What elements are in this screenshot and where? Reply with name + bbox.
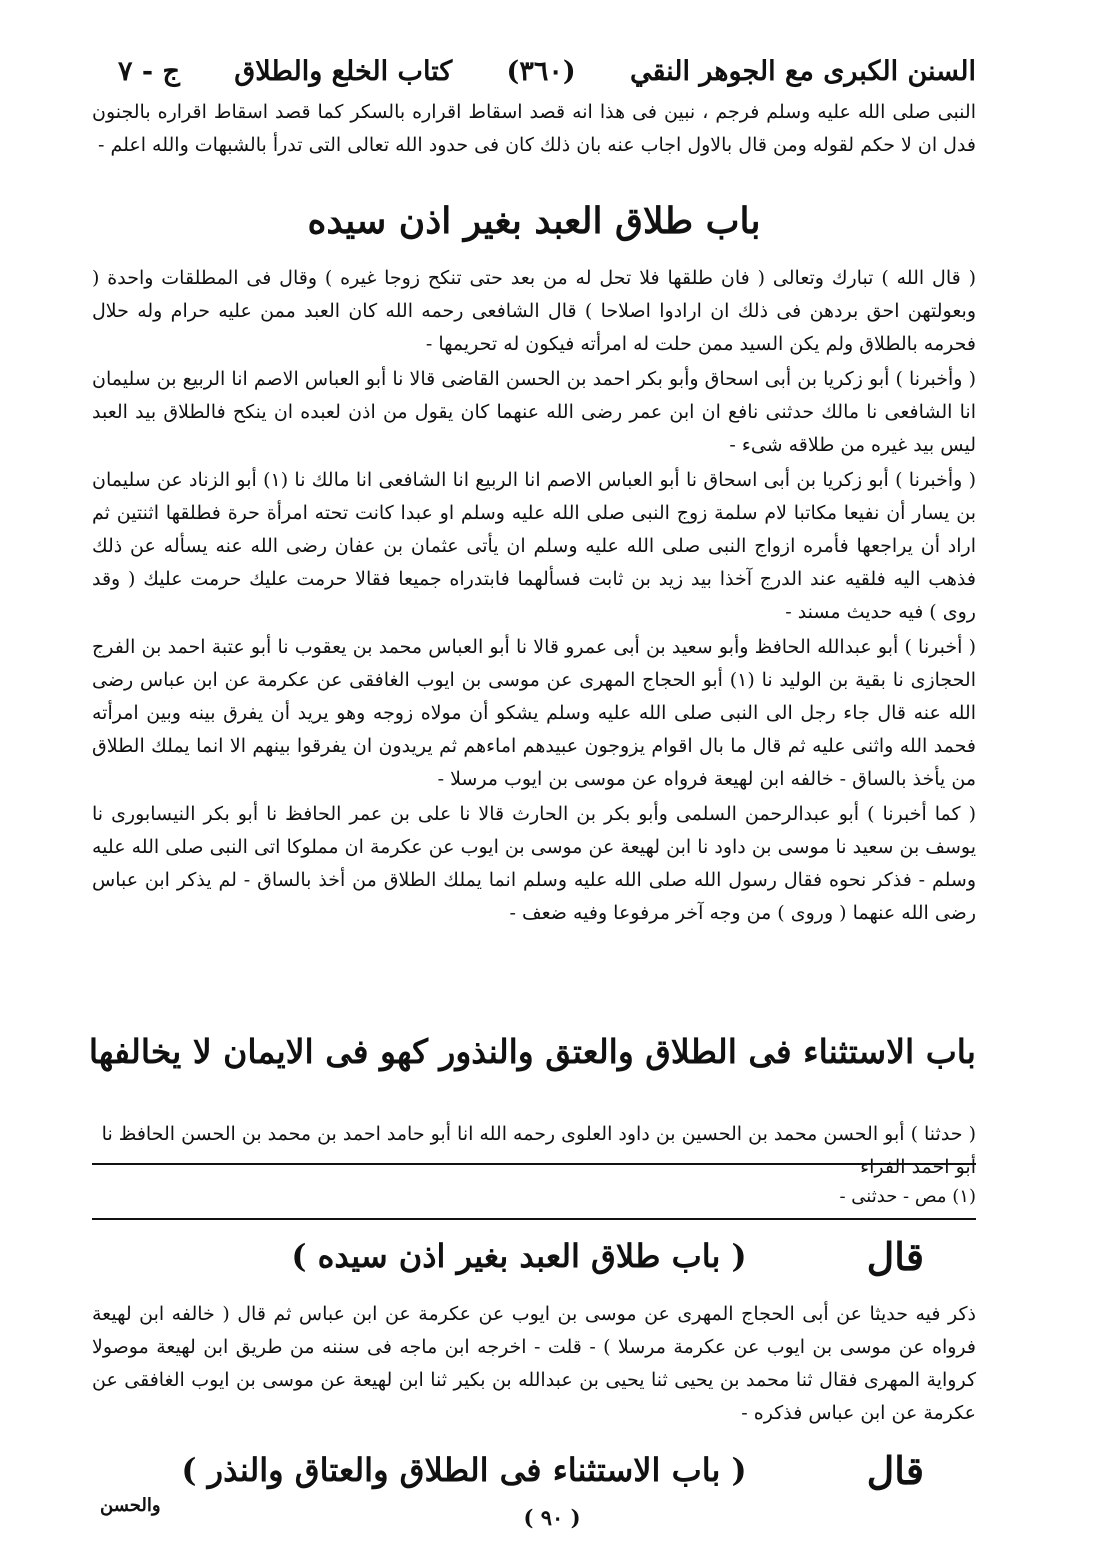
paragraph: ( كما أخبرنا ) أبو عبدالرحمن السلمى وأبو بكر بن الحارث قالا نا على بن عمر الحافظ نا أبو بكر النيسابورى نا يوسف بن سعيد نا موسى بن داود نا ابن لهيعة عن موسى بن ايوب عن عكرمة ان مملوكا اتى النبى صلى الله عليه وسلم - فذكر نحوه فقال رسول الله صلى الله عليه وسلم انما يملك الطلاق من أخذ بالساق - لم يذكر ابن عباس رضى الله عنهما ( وروى ) من وجه آخر مرفوعا وفيه ضعف -	[92, 803, 976, 924]
intro-text	[92, 96, 976, 164]
footnote-divider	[92, 1163, 976, 1165]
commentary-heading-2	[92, 1440, 924, 1500]
footnote: (١) مص - حدثنى -	[839, 1186, 976, 1207]
volume-number: ج - ٧	[118, 55, 180, 87]
footer-page-marker: ( ٩٠ )	[523, 1505, 581, 1530]
book-title: السنن الكبرى مع الجوهر النقي	[629, 55, 976, 87]
paragraph: ( وأخبرنا ) أبو زكريا بن أبى اسحاق وأبو بكر احمد بن الحسن القاضى قالا نا أبو العباس الاصم انا الربيع بن سليمان انا الشافعى نا مالك حدثنى نافع ان ابن عمر رضى الله عنهما كان يقول من اذن لعبده ان ينكح فالطلاق بيد العبد ليس بيد غيره من طلاقه شىء -	[92, 368, 976, 456]
chapter2-body	[92, 1118, 976, 1186]
footnote-area	[92, 1180, 976, 1215]
running-header	[118, 44, 976, 98]
chapter1-body	[92, 262, 976, 932]
commentary-divider	[92, 1218, 976, 1220]
paragraph: ( أخبرنا ) أبو عبدالله الحافظ وأبو سعيد بن أبى عمرو قالا نا أبو العباس محمد بن يعقوب نا أبو عتبة احمد بن الفرج الحجازى نا بقية بن الوليد نا (١) أبو الحجاج المهرى عن موسى بن ايوب الغافقى عن عكرمة عن ابن عباس رضى الله عنه قال جاء رجل الى النبى صلى الله عليه وسلم يشكو أن مولاه زوجه وهو يريد أن يفرق بينه وبين امرأته فحمد الله واثنى عليه ثم قال ما بال اقوام يزوجون عبيدهم اماءهم ثم يريدون ان يفرقوا بينهم الا انما يملك الطلاق من يأخذ بالساق - خالفه ابن لهيعة فرواه عن موسى بن ايوب مرسلا -	[92, 636, 977, 790]
qal-label: قال	[866, 1233, 924, 1279]
commentary-title: ( باب طلاق العبد بغير اذن سيده )	[291, 1237, 747, 1275]
section-title: كتاب الخلع والطلاق	[234, 55, 453, 87]
qal-label: قال	[866, 1447, 924, 1493]
commentary-title: ( باب الاستثناء فى الطلاق والعتاق والنذر )	[181, 1451, 747, 1489]
chapter-heading-exception: باب الاستثناء فى الطلاق والعتق والنذور كهو فى الايمان لا يخالفها	[88, 1032, 976, 1071]
paragraph: ( قال الله ) تبارك وتعالى ( فان طلقها فلا تحل له من بعد حتى تنكح زوجا غيره ) وقال فى المطلقات واحدة ( وبعولتهن احق بردهن فى ذلك ان ارادوا اصلاحا ) قال الشافعى رحمه الله كان العبد ممن عليه حرام وله حلال فحرمه بالطلاق ولم يكن السيد ممن حلت له امرأته فيكون له تحريمها -	[92, 267, 976, 355]
catchword: والحسن	[100, 1495, 161, 1516]
page-number: (٣٦٠)	[506, 55, 576, 87]
commentary-heading-1	[92, 1226, 924, 1286]
paragraph: ( وأخبرنا ) أبو زكريا بن أبى اسحاق نا أبو العباس الاصم انا الربيع انا الشافعى انا مالك نا (١) أبو الزناد عن سليمان بن يسار أن نفيعا مكاتبا لام سلمة زوج النبى صلى الله عليه وسلم او عبدا كانت تحته امرأة حرة فطلقها اثنتين ثم اراد أن يراجعها فأمره ازواج النبى صلى الله عليه وسلم ان يأتى عثمان بن عفان رضى الله عنه يسأله عن ذلك فذهب اليه فلقيه عند الدرج آخذا بيد زيد بن ثابت فسألهما فابتدراه جميعا فقالا حرمت عليك حرمت عليك ( وقد روى ) فيه حديث مسند -	[92, 469, 976, 623]
commentary-body	[92, 1298, 976, 1432]
paragraph: ( حدثنا ) أبو الحسن محمد بن الحسين بن داود العلوى رحمه الله انا أبو حامد احمد بن محمد بن الحسن الحافظ نا أبو احمد الفراء	[101, 1123, 976, 1178]
chapter-heading-slave-divorce: باب طلاق العبد بغير اذن سيده	[307, 200, 761, 242]
commentary-paragraph: ذكر فيه حديثا عن أبى الحجاج المهرى عن موسى بن ايوب عن عكرمة عن ابن عباس ثم قال ( خالفه ابن لهيعة فرواه عن موسى بن ايوب عن عكرمة مرسلا ) - قلت - اخرجه ابن ماجه فى سننه من طريق ابن لهيعة موصولا كرواية المهرى فقال ثنا محمد بن يحيى ثنا يحيى بن عبدالله بن بكير ثنا ابن لهيعة عن موسى بن ايوب الغافقى عن عكرمة عن ابن عباس فذكره -	[92, 1303, 976, 1424]
intro-paragraph: النبى صلى الله عليه وسلم فرجم ، نبين فى هذا انه قصد اسقاط اقراره بالسكر كما قصد اسقاط اقراره بالجنون فدل ان لا حكم لقوله ومن قال بالاول اجاب عنه بان ذلك كان فى حدود الله تعالى التى تدرأ بالشبهات والله اعلم -	[92, 101, 976, 156]
